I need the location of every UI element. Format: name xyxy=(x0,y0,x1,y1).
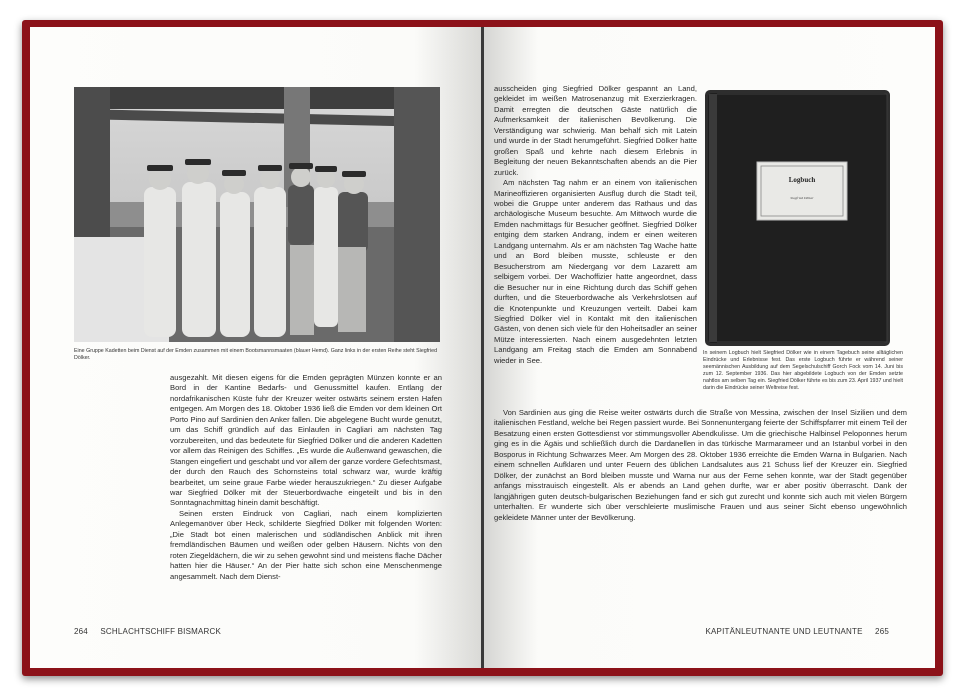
page-number-right: 265 xyxy=(875,627,889,636)
left-paragraph: Seinen ersten Eindruck von Cagliari, nach einem komplizierten Anlegemanöver über Heck, schilderte Siegfried Dölker mit folgenden Worten: „Die Stadt bot einen malerischen und südländischen Anblick mit ihren fremdländischen Bäumen und weißen oder gelben Häusern. Nichts von den roten Ziegeldächern, die wir zu sehen gewohnt sind und meistens flache Dächer hatten hier die Häuser.“ An der Pier hatte sich schon eine Menschenmenge angesammelt. Nach dem Dienst- xyxy=(170,508,442,581)
right-footer xyxy=(705,627,889,636)
left-body-text xyxy=(170,373,442,582)
right-paragraph: ausscheiden ging Siegfried Dölker gespannt an Land, gekleidet im weißen Matrosenanzug mit Exerzierkragen. Damit erregten die deutschen Gäste natürlich die Aufmerksamkeit der italienischen Bevölkerung. Die Verständigung war schwierig. Man behalf sich mit Latein und wurde in der Stadt herumgeführt. Siegfried Dölker hatte großen Spaß und kehrte nach diesem Erlebnis in Begleitung der neuen Bekanntschaften abends an die Pier zurück. xyxy=(494,84,697,177)
running-head-right: KAPITÄNLEUTNANTE UND LEUTNANTE xyxy=(705,627,863,636)
logbook-caption: In seinem Logbuch hielt Siegfried Dölker wie in einem Tagebuch seine alltäglichen Eindrücke und Erlebnisse fest. Das erste Logbuch führte er während seiner seemännischen Ausbildung auf dem Segelschulschiff Gorch Fock vom 14. Juni bis zum 12. September 1936. Das hier abgebildete Logbuch von der Emden setzte nahtlos am selben Tag ein. Siegfried Dölker führte es bis zum 23. April 1937 und hielt darin die Eindrücke seiner Weltreise fest. xyxy=(703,350,903,391)
logbook-photo xyxy=(705,90,890,346)
left-page xyxy=(30,27,482,668)
logbook-image xyxy=(705,90,890,346)
left-paragraph: ausgezahlt. Mit diesen eigens für die Emden geprägten Münzen konnte er an Bord in der Kantine Bedarfs- und Genussmittel kaufen. Entlang der nordafrikanischen Küste fuhr der Kreuzer weiter ostwärts seinem ersten Hafen entgegen. Am Morgen des 18. Oktober 1936 ließ die Emden vor dem kleinen Ort Porto Pino auf Sardinien den Anker fallen. Die abgelegene Bucht wurde genutzt, um das Schiff gründlich auf das Einlaufen in Cagliari am nächsten Tag vorzubereiten, und das bedeutete für Siegfried Dölker und die anderen Kadetten vor allem das Reinigen des Schiffes. „Es wurde die Außenwand gewaschen, die Stangen eingefiert und geschabt und vor allem der ganze vordere Gefechtsmast, der durch den Rauch des Schornsteins total schwarz war, wurde kräftig bearbeitet, um seine graue Farbe wieder herauszukriegen.“ Zu dieser Aufgabe war Siegfried Dölker mit der Steuerbordwache eingeteilt und bis in den Sonntagnachmittag hinein damit beschäftigt. xyxy=(170,373,442,508)
running-head-left: SCHLACHTSCHIFF BISMARCK xyxy=(100,627,222,636)
right-paragraph: Von Sardinien aus ging die Reise weiter ostwärts durch die Straße von Messina, zwischen der Insel Sizilien und dem italienischen Festland, welche bei Regen passiert wurde. Bei Sonnenuntergang feierte der Schiffspfarrer mit einem Teil der Besatzung einen ersten Gottesdienst vor stimmungsvoller Abendkulisse. Um die griechische Halbinsel Peloponnes herum ging es in die Ägäis und schließlich durch die Dardanellen in das türkische Marmarameer und an Istanbul vorbei in den Bosporus in Richtung Schwarzes Meer. Am Morgen des 28. Oktober 1936 erreichte die Emden Warna in Bulgarien. Nach einem schnellen Aufklaren und unter Feuern des üblichen Landsalutes aus 21 Schuss lief der Kreuzer ein. Siegfried Dölker, der zunächst an Bord bleiben musste und Warna nur aus der Ferne sehen konnte, war der Stadt gegenüber anfangs misstrauisch eingestellt. Als er abends an Land gehen durfte, war er aber positiv überrascht. Dank der langjährigen guten deutsch-bulgarischen Beziehungen fand er sich gut zurecht und konnte sich auch mit vielen Bürgern unterhalten. Er wunderte sich über verschleierte muslimische Frauen und aus seiner Sicht ebenso ungewöhnlich gekleidete Männer unter der Bevölkerung. xyxy=(494,408,907,522)
right-page xyxy=(484,27,935,668)
logbook-handwriting: Siegfried Dölker xyxy=(790,196,814,200)
cadets-photo xyxy=(74,87,440,342)
right-body-text xyxy=(494,408,907,523)
cadets-photo-image xyxy=(74,87,440,342)
left-footer xyxy=(74,627,221,636)
photo-caption: Eine Gruppe Kadetten beim Dienst auf der Emden zusammen mit einem Bootsmannsmaaten (blauer Hemd). Ganz links in der ersten Reihe steht Siegfried Dölker. xyxy=(74,348,438,361)
right-paragraph: Am nächsten Tag nahm er an einem von italienischen Marineoffizieren organisierten Ausflug durch die Stadt teil, wobei die Gruppe unter anderem das Rathaus und das archäologische Museum besuchte. Am Mittwoch wurde die Emden nachmittags für Besucher geöffnet. Siegfried Dölker entging dem starken Andrang, indem er einen weiteren Landgang unternahm. Als er am nächsten Tag Wache hatte und an Bord bleiben musste, schleuste er den Besucherstrom am Niedergang vor dem Lazarett am selbigem vorbei. Der Wachoffizier hatte angeordnet, dass die Besucher nur in eine Richtung durch das Schiff gehen durften, und die Steuerbordwache als Verkehrslotsen auf die Knotenpunkte und Kreuzungen verteilt. Dabei kam Siegfried Dölker viel in Kontakt mit den italienischen Gästen, von denen sich viele für den Hoheitsadler an seiner Mütze interessierten. Nach einem ausgedehnten letzten Landgang am Freitag stach die Emden am Sonnabend wieder in See. xyxy=(494,178,697,365)
page-number-left: 264 xyxy=(74,627,88,636)
logbook-label: Logbuch xyxy=(788,176,816,184)
right-column-text xyxy=(494,84,697,366)
